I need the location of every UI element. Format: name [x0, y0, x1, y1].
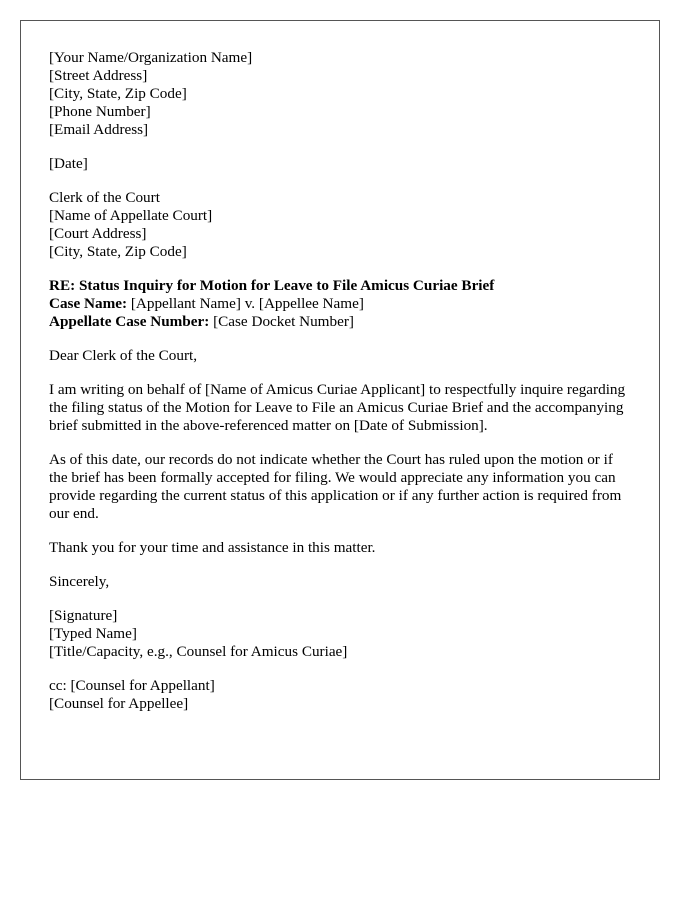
re-line-text: RE: Status Inquiry for Motion for Leave to File Amicus Curiae Brief	[49, 277, 495, 294]
salutation: Dear Clerk of the Court,	[49, 347, 198, 364]
re-line	[49, 277, 631, 295]
sender-email: [Email Address]	[49, 121, 149, 138]
sender-city-state-zip: [City, State, Zip Code]	[49, 85, 187, 102]
case-number-value: [Case Docket Number]	[209, 313, 354, 330]
signature-block	[49, 607, 631, 661]
subject-block	[49, 277, 631, 331]
recipient-city-state-zip: [City, State, Zip Code]	[49, 243, 187, 260]
case-name-label: Case Name:	[49, 295, 128, 312]
case-name-value: [Appellant Name] v. [Appellee Name]	[127, 295, 364, 312]
signer-title: [Title/Capacity, e.g., Counsel for Amicus Curiae]	[49, 643, 348, 660]
closing: Sincerely,	[49, 573, 110, 590]
cc-block	[49, 677, 631, 713]
recipient-block	[49, 189, 631, 261]
signature-line: [Signature]	[49, 607, 118, 624]
cc-line-2: [Counsel for Appellee]	[49, 695, 189, 712]
date-block	[49, 155, 631, 173]
sender-name: [Your Name/Organization Name]	[49, 49, 253, 66]
typed-name: [Typed Name]	[49, 625, 137, 642]
sender-street: [Street Address]	[49, 67, 148, 84]
recipient-court-address: [Court Address]	[49, 225, 147, 242]
body-paragraph-3: Thank you for your time and assistance in this matter.	[49, 539, 376, 556]
case-number-line	[49, 313, 631, 331]
sender-phone: [Phone Number]	[49, 103, 151, 120]
body-paragraph-2: As of this date, our records do not indicate whether the Court has ruled upon the motion or if the brief has been formally accepted for filing. We would appreciate any information you can provide regarding the current status of this application or if any further action is required from our end.	[49, 451, 622, 522]
recipient-title: Clerk of the Court	[49, 189, 160, 206]
case-name-line	[49, 295, 631, 313]
cc-line-1: cc: [Counsel for Appellant]	[49, 677, 215, 694]
letter-page	[20, 20, 660, 780]
recipient-court-name: [Name of Appellate Court]	[49, 207, 213, 224]
case-number-label: Appellate Case Number:	[49, 313, 210, 330]
letter-date: [Date]	[49, 155, 88, 172]
sender-block	[49, 49, 631, 139]
body-paragraph-1: I am writing on behalf of [Name of Amicus Curiae Applicant] to respectfully inquire regarding the filing status of the Motion for Leave to File an Amicus Curiae Brief and the accompanying brief submitted in the above-referenced matter on [Date of Submission].	[49, 381, 626, 434]
